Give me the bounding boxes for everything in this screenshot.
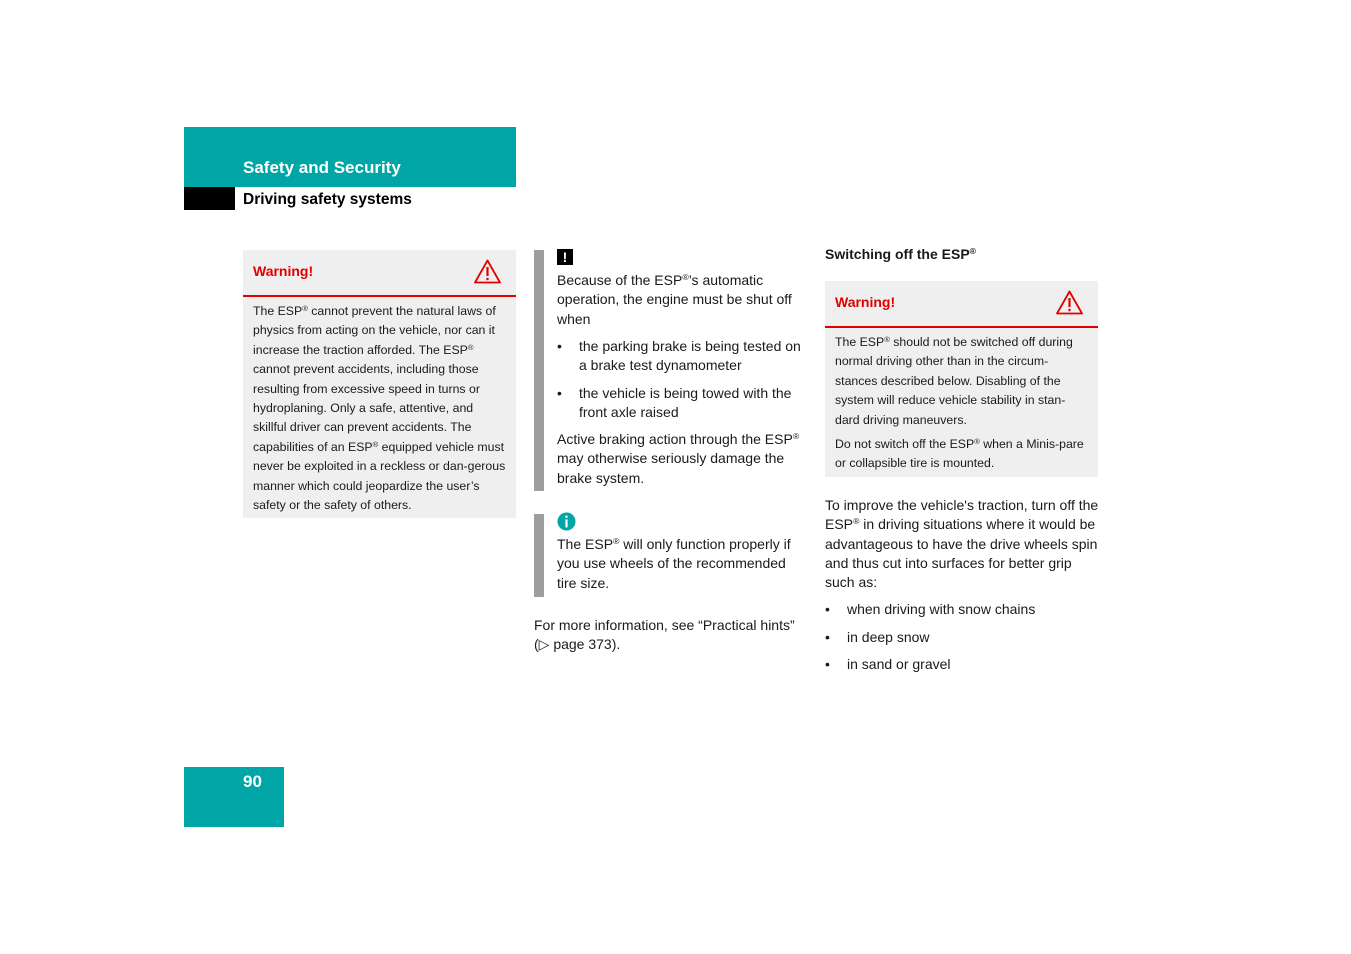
traction-situations-list	[825, 600, 1100, 683]
list-item: • in deep snow	[825, 628, 1100, 647]
note-tire-size-text: The ESP® will only function properly if you use wheels of the recommended tire size.	[557, 536, 791, 591]
warning-triangle-icon	[474, 259, 501, 284]
page-number: 90	[243, 772, 262, 791]
warning-header	[825, 281, 1098, 328]
warning-paragraph: Do not switch off the ESP® when a Minis-pare or collapsible tire is mounted.	[835, 436, 1084, 471]
warning-label: Warning!	[253, 263, 314, 279]
warning-label: Warning!	[835, 294, 896, 310]
note-active-braking-text: Active braking action through the ESP® may otherwise seriously damage the brake system.	[557, 431, 800, 486]
list-item: • the vehicle is being towed with the front axle raised	[557, 384, 807, 423]
more-info-text: For more information, see “Practical hints” (▷ page 373).	[534, 617, 795, 653]
warning-text: The ESP® cannot prevent the natural laws of physics from acting on the vehicle, nor can it increase the traction afforded. The ESP® cannot prevent accidents, including those resulting from excessive speed in turns or hydroplaning. Only a safe, attentive, and skillful driver can prevent accidents. The capabilities of an ESP® equipped vehicle must never be exploited in a reckless or dan-gerous manner which could jeopardize the user’s safety or the safety of others.	[253, 303, 506, 513]
subsection-marker	[184, 187, 235, 210]
page-number-box	[184, 767, 284, 827]
warning-box-switch-off	[825, 281, 1098, 477]
warning-paragraph: The ESP® should not be switched off during normal driving other than in the circum-stances described below. Disabling of the system will reduce vehicle stability in stan-dard driving maneuvers.	[835, 334, 1073, 427]
note-engine-shutoff-text: Because of the ESP®’s automatic operation, the engine must be shut off when	[557, 272, 792, 327]
section-title: Safety and Security	[243, 158, 401, 177]
header-band	[184, 127, 516, 187]
subsection-title: Driving safety systems	[243, 191, 412, 208]
list-item: • the parking brake is being tested on a brake test dynamometer	[557, 337, 807, 376]
switch-off-heading: Switching off the ESP®	[825, 246, 977, 262]
note-bar	[534, 250, 544, 491]
warning-box-esp-limits	[243, 250, 516, 518]
traction-text: To improve the vehicle's traction, turn off the ESP® in driving situations where it would be advantageous to have the drive wheels spin and thus cut into surfaces for better grip such as:	[825, 497, 1099, 591]
list-item: • in sand or gravel	[825, 655, 1100, 674]
note-bar	[534, 514, 544, 597]
warning-header	[243, 250, 516, 297]
exclamation-icon: !	[557, 249, 573, 265]
warning-text	[825, 328, 1098, 482]
list-item: • when driving with snow chains	[825, 600, 1100, 619]
warning-triangle-icon	[1056, 290, 1083, 315]
info-icon	[557, 512, 576, 531]
note-shutoff-list	[557, 337, 807, 430]
